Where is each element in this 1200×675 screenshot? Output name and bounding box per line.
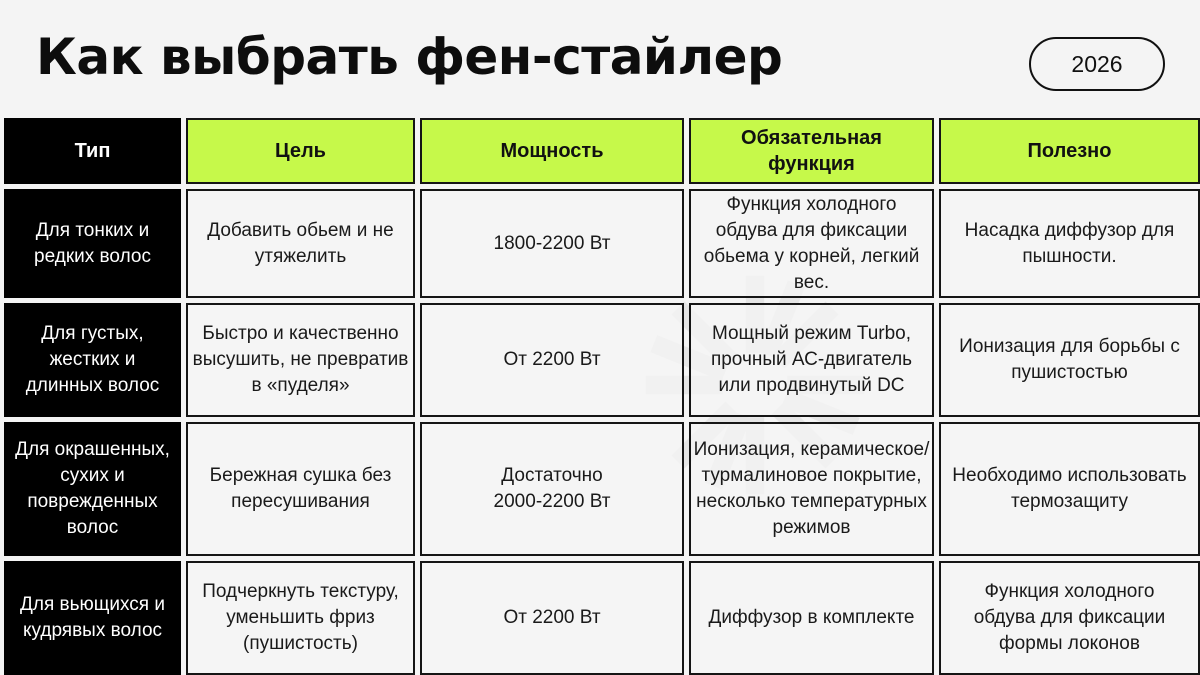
header-required: Обязательная функция — [689, 118, 934, 184]
header-goal: Цель — [186, 118, 415, 184]
row-goal: Быстро и качественно высушить, не превратив в «пуделя» — [186, 303, 415, 417]
row-type: Для окрашенных, сухих и поврежденных волос — [4, 422, 181, 556]
row-goal: Бережная сушка без пересушивания — [186, 422, 415, 556]
page-title: Как выбрать фен-стайлер — [36, 28, 783, 86]
row-useful: Необходимо использовать термозащиту — [939, 422, 1200, 556]
row-power: Достаточно 2000-2200 Вт — [420, 422, 684, 556]
header-type: Тип — [4, 118, 181, 184]
row-type: Для густых, жестких и длинных волос — [4, 303, 181, 417]
row-useful: Ионизация для борьбы с пушистостью — [939, 303, 1200, 417]
row-goal: Добавить обьем и не утяжелить — [186, 189, 415, 298]
row-goal: Подчеркнуть текстуру, уменьшить фриз (пушистость) — [186, 561, 415, 675]
row-type: Для тонких и редких волос — [4, 189, 181, 298]
row-required: Функция холодного обдува для фиксации обьема у корней, легкий вес. — [689, 189, 934, 298]
row-type: Для вьющихся и кудрявых волос — [4, 561, 181, 675]
row-required: Ионизация, керамическое/ турмалиновое покрытие, несколько температурных режимов — [689, 422, 934, 556]
row-required: Диффузор в комплекте — [689, 561, 934, 675]
row-useful: Насадка диффузор для пышности. — [939, 189, 1200, 298]
row-power: От 2200 Вт — [420, 561, 684, 675]
header-useful: Полезно — [939, 118, 1200, 184]
row-power: От 2200 Вт — [420, 303, 684, 417]
row-useful: Функция холодного обдува для фиксации формы локонов — [939, 561, 1200, 675]
row-power: 1800-2200 Вт — [420, 189, 684, 298]
year-badge: 2026 — [1029, 37, 1165, 91]
header-power: Мощность — [420, 118, 684, 184]
row-required: Мощный режим Turbo, прочный АС-двигатель или продвинутый DC — [689, 303, 934, 417]
